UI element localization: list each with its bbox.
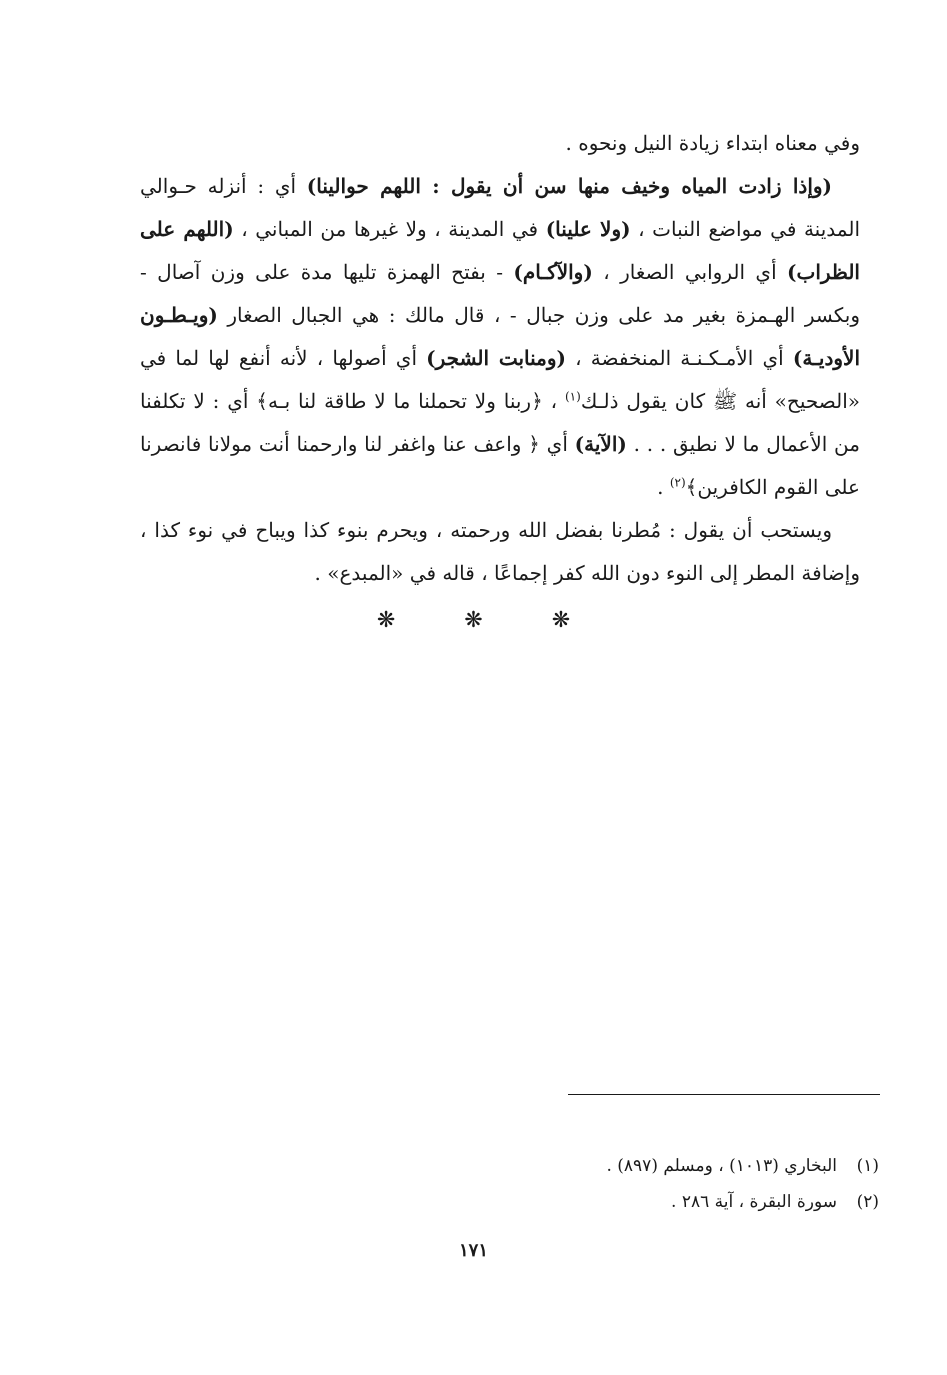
star-ornament-icon: ❋ xyxy=(376,608,396,633)
footnote-text: البخاري (١٠١٣) ، ومسلم (٨٩٧) . xyxy=(606,1156,837,1176)
matn-phrase: (الآية) xyxy=(574,432,627,456)
sharh-text: . xyxy=(657,475,670,499)
paragraph-istisqa xyxy=(140,165,860,509)
sharh-text: ، ﴿ربنا ولا تحملنا ما لا طاقة لنا بـه﴾ أي : لا تكلفنا من الأعمال ما لا نطيق . . . xyxy=(140,389,860,456)
footnote-item xyxy=(359,1148,879,1184)
footnotes xyxy=(359,1148,879,1220)
sharh-text: - بفتح الهمزة تليها مدة على وزن آصال - وبكسر الهـمزة بغير مد على وزن جبال - ، قال مالك : هي الجبال الصغار xyxy=(140,260,860,327)
sharh-text: أي الأمـكـنـة المنخفضة ، xyxy=(566,346,793,370)
section-separator xyxy=(0,608,947,633)
page-number: ١٧١ xyxy=(458,1240,488,1261)
matn-phrase: (والآكـام) xyxy=(513,260,593,284)
footnote-text: سورة البقرة ، آية ٢٨٦ . xyxy=(671,1192,837,1212)
matn-phrase: (وإذا زادت المياه وخيف منها سن أن يقول : اللهم حوالينا) xyxy=(306,174,832,198)
matn-phrase: (ولا علينا) xyxy=(545,217,631,241)
paragraph-nawa: ويستحب أن يقول : مُطرنا بفضل الله ورحمته ، ويحرم بنوء كذا ويباح في نوء كذا ، وإضافة المطر إلى النوء دون الله كفر إجماعًا ، قاله في «المبدع» . xyxy=(140,518,860,585)
matn-phrase: (اللهم على الظراب) xyxy=(140,217,860,284)
footnote-reference: (١) xyxy=(564,389,581,404)
quran-verse: أي ﴿ واعف عنا واغفر لنا وارحمنا أنت مولانا فانصرنا على القوم الكافرين﴾ xyxy=(140,432,860,499)
sharh-text: أي الروابي الصغار ، xyxy=(592,260,788,284)
opening-line: وفي معناه ابتداء زيادة النيل ونحوه . xyxy=(565,131,860,155)
sharh-text: في المدينة ، ولا غيرها من المباني ، xyxy=(233,217,546,241)
footnote-item xyxy=(359,1184,879,1220)
star-ornament-icon: ❋ xyxy=(551,608,571,633)
matn-phrase: (ويـطـون الأوديـة) xyxy=(140,303,861,370)
star-ornament-icon: ❋ xyxy=(464,608,483,633)
footnote-number: (٢) xyxy=(856,1192,879,1212)
main-text xyxy=(140,122,860,595)
footnote-reference: (٢) xyxy=(669,475,686,490)
matn-phrase: (ومنابت الشجر) xyxy=(426,346,567,370)
sharh-text: أي : أنزله حـوالي المدينة في مواضع النبات ، xyxy=(140,174,860,241)
footnote-divider xyxy=(568,1094,880,1095)
footnote-number: (١) xyxy=(856,1156,879,1176)
sharh-text: أي أصولها ، لأنه أنفع لها لما في «الصحيح» أنه ﷺ كان يقول ذلـك xyxy=(140,346,860,413)
